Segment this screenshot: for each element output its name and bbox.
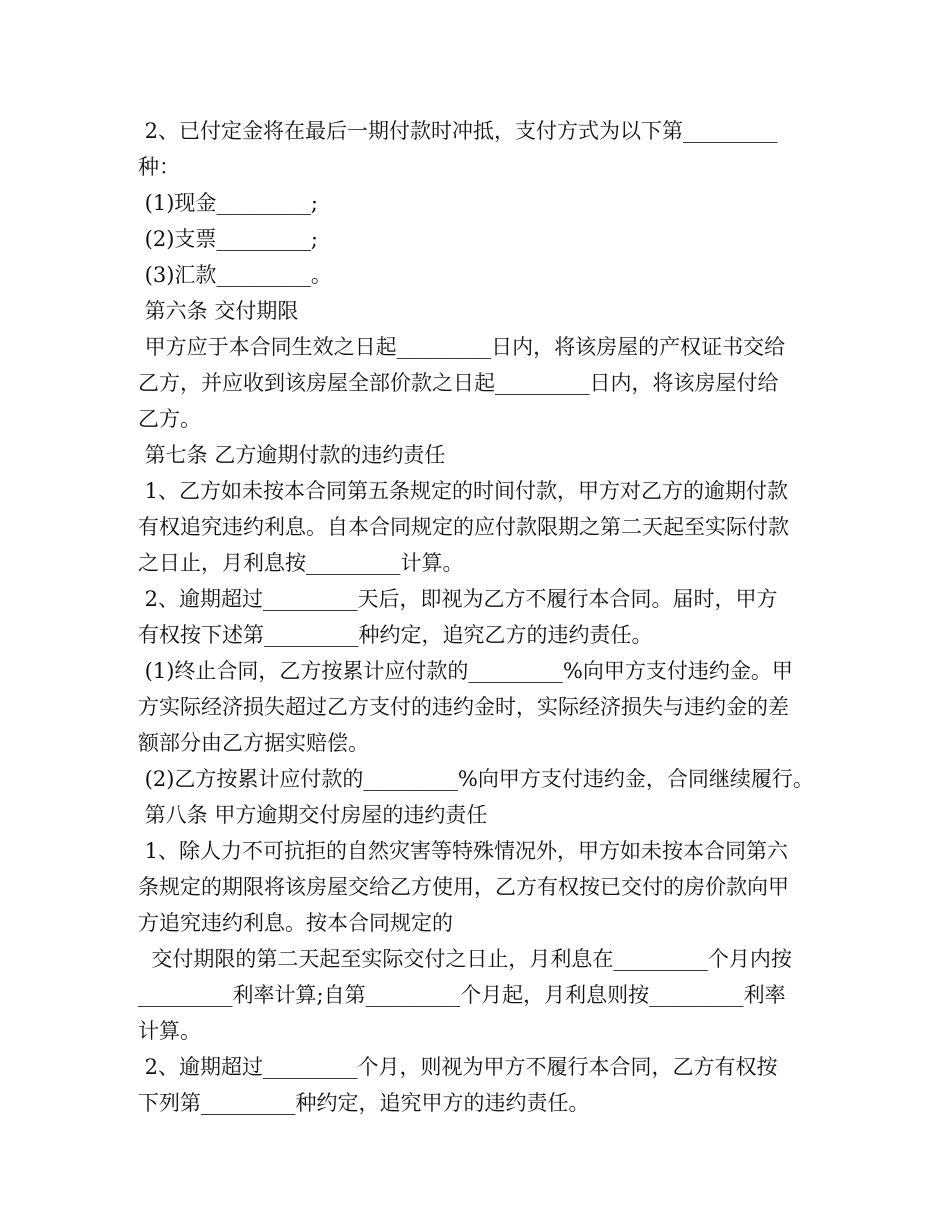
text-line: 方追究违约利息。按本合同规定的 (138, 911, 453, 935)
text-line: 有权追究违约利息。自本合同规定的应付款限期之第二天起至实际付款 (138, 515, 789, 539)
text-line: 条规定的期限将该房屋交给乙方使用，乙方有权按已交付的房价款向甲 (138, 875, 789, 899)
text-line: 下列第_________种约定，追究甲方的违约责任。 (138, 1091, 590, 1115)
text-line: 方实际经济损失超过乙方支付的违约金时，实际经济损失与违约金的差 (138, 695, 789, 719)
text-line: (2)乙方按累计应付款的_________%向甲方支付违约金，合同继续履行。 (138, 767, 814, 791)
text-line: 乙方，并应收到该房屋全部价款之日起_________日内，将该房屋付给 (138, 371, 779, 395)
text-line: 之日止，月利息按_________计算。 (138, 551, 464, 575)
text-line: 乙方。 (138, 407, 201, 431)
section-heading: 第八条 甲方逾期交付房屋的违约责任 (138, 803, 488, 827)
text-line: 1、除人力不可抗拒的自然灾害等特殊情况外，甲方如未按本合同第六 (138, 839, 789, 863)
section-heading: 第六条 交付期限 (138, 299, 299, 323)
section-heading: 第七条 乙方逾期付款的违约责任 (138, 443, 446, 467)
text-line: 2、已付定金将在最后一期付款时冲抵，支付方式为以下第_________ (138, 119, 778, 143)
text-line: 1、乙方如未按本合同第五条规定的时间付款，甲方对乙方的逾期付款 (138, 479, 789, 503)
text-line: 2、逾期超过_________天后，即视为乙方不履行本合同。届时，甲方 (138, 587, 778, 611)
text-line: (1)终止合同，乙方按累计应付款的_________%向甲方支付违约金。甲 (138, 659, 793, 683)
text-line: 甲方应于本合同生效之日起_________日内，将该房屋的产权证书交给 (138, 335, 786, 359)
text-line: 2、逾期超过_________个月，则视为甲方不履行本合同，乙方有权按 (138, 1055, 778, 1079)
text-line: 计算。 (138, 1019, 201, 1043)
text-line: (2)支票_________; (138, 227, 318, 251)
text-line: 额部分由乙方据实赔偿。 (138, 731, 369, 755)
text-line: (3)汇款_________。 (138, 263, 332, 287)
text-line: 有权按下述第_________种约定，追究乙方的违约责任。 (138, 623, 653, 647)
text-line: 种： (138, 155, 180, 179)
text-line: (1)现金_________; (138, 191, 318, 215)
text-line: 交付期限的第二天起至实际交付之日止，月利息在_________个月内按 (138, 947, 792, 971)
text-line: _________利率计算;自第_________个月起，月利息则按_________利率 (138, 983, 786, 1007)
contract-text (138, 113, 828, 1121)
